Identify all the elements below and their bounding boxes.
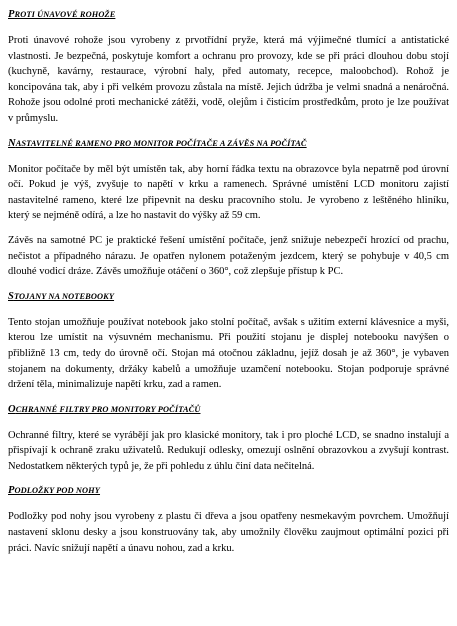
section-heading [8, 484, 449, 498]
heading-initial: S [8, 290, 14, 302]
heading-rest: ROTI ÚNAVOVÉ ROHOŽE [14, 10, 116, 19]
heading-rest: TOJANY NA NOTEBOOKY [13, 291, 115, 301]
section-heading [8, 403, 449, 417]
section-heading [8, 8, 449, 22]
section-monitor-arm [8, 137, 449, 280]
heading-initial: N [8, 137, 16, 149]
section-heading [8, 290, 449, 304]
paragraph: Monitor počítače by měl být umístěn tak, aby horní řádka textu na obrazovce byla nepatrně pod úrovní očí. Pokud je výš, zvyšuje to napětí v krku a ramenech. Správné umístění LCD monitoru zajistí nastavitelné rameno, které lze připevnit na desku pracovního stolu. Je vyrobeno z leštěného hliníku, který se nejméně odírá, a lze ho nastavit do výšky až 59 cm. [8, 163, 449, 222]
heading-rest: ASTAVITELNÉ RAMENO PRO MONITOR POČÍTAČE A ZÁVĚS NA POČÍTAČ [15, 138, 307, 148]
section-footrests [8, 484, 449, 556]
heading-initial: O [8, 403, 16, 415]
section-monitor-filters [8, 403, 449, 475]
section-notebook-stands [8, 290, 449, 393]
paragraph: Tento stojan umožňuje používat notebook jako stolní počítač, avšak s užitím externí klávesnice a myši, kterou lze umístit na výsuvném mechanismu. Při použití stojanu je displej notebooku navýšen o přibližně 13 cm, tedy do úrovně očí. Stojan má otočnou základnu, jejíž dosah je až 360°, je vybaven stojanem na dokumenty, držáky kabelů a umožňuje uzamčení notebooku. Stojan podporuje správné držení těla, minimalizuje napětí krku, zad a ramen. [8, 316, 449, 391]
paragraph: Podložky pod nohy jsou vyrobeny z plastu či dřeva a jsou opatřeny nesmekavým povrchem. Umožňují nastavení sklonu desky a jsou konstruovány tak, aby umožnily člověku zaujmout optimální pozici při práci. Navíc snižují napětí a únavu nohou, zad a krku. [8, 511, 449, 554]
section-anti-fatigue-mats [8, 8, 449, 127]
heading-initial: P [8, 485, 15, 497]
section-heading [8, 137, 449, 151]
paragraph: Proti únavové rohože jsou vyrobeny z prvotřídní pryže, která má výjimečné tlumící a antistatické vlastnosti. Je bezpečná, poskytuje komfort a ochranu pro provozy, kde se při práci dlouhou dobu stojí (kuchyně, kavárny, restaurace, výrobní haly, před automaty, recepce, maloobchod). Rohož je koncipována tak, aby i při velkém provozu zůstala na místě. Jejich údržba je velmi snadná a nenáročná. Rohože jsou odolné proti mechanické zátěži, vodě, olejům i čisticím prostředkům, proto je lze používat v průmyslu. [8, 35, 449, 124]
heading-initial: P [8, 9, 15, 20]
heading-rest: ODLOŽKY POD NOHY [14, 486, 101, 496]
paragraph: Ochranné filtry, které se vyrábějí jak pro klasické monitory, tak i pro ploché LCD, se snadno instalují a přispívají k ochraně zraku uživatelů. Redukují odlesky, omezují oslnění obrazovkou a zvyšují kontrast. Nedostatkem některých typů je, že při pohledu z úhlu činí data nečitelná. [8, 429, 449, 472]
heading-rest: CHRANNÉ FILTRY PRO MONITORY POČÍTAČŮ [15, 404, 201, 414]
paragraph: Závěs na samotné PC je praktické řešení umístění počítače, jenž snižuje nebezpečí hrozící od prachu, nečistot a případného nárazu. Je opatřen nylonem potaženým jezdcem, který se pohybuje v 40,5 cm dlouhé vodicí dráze. Závěs umožňuje otáčení o 360°, což zlepšuje přístup k PC. [8, 234, 449, 278]
